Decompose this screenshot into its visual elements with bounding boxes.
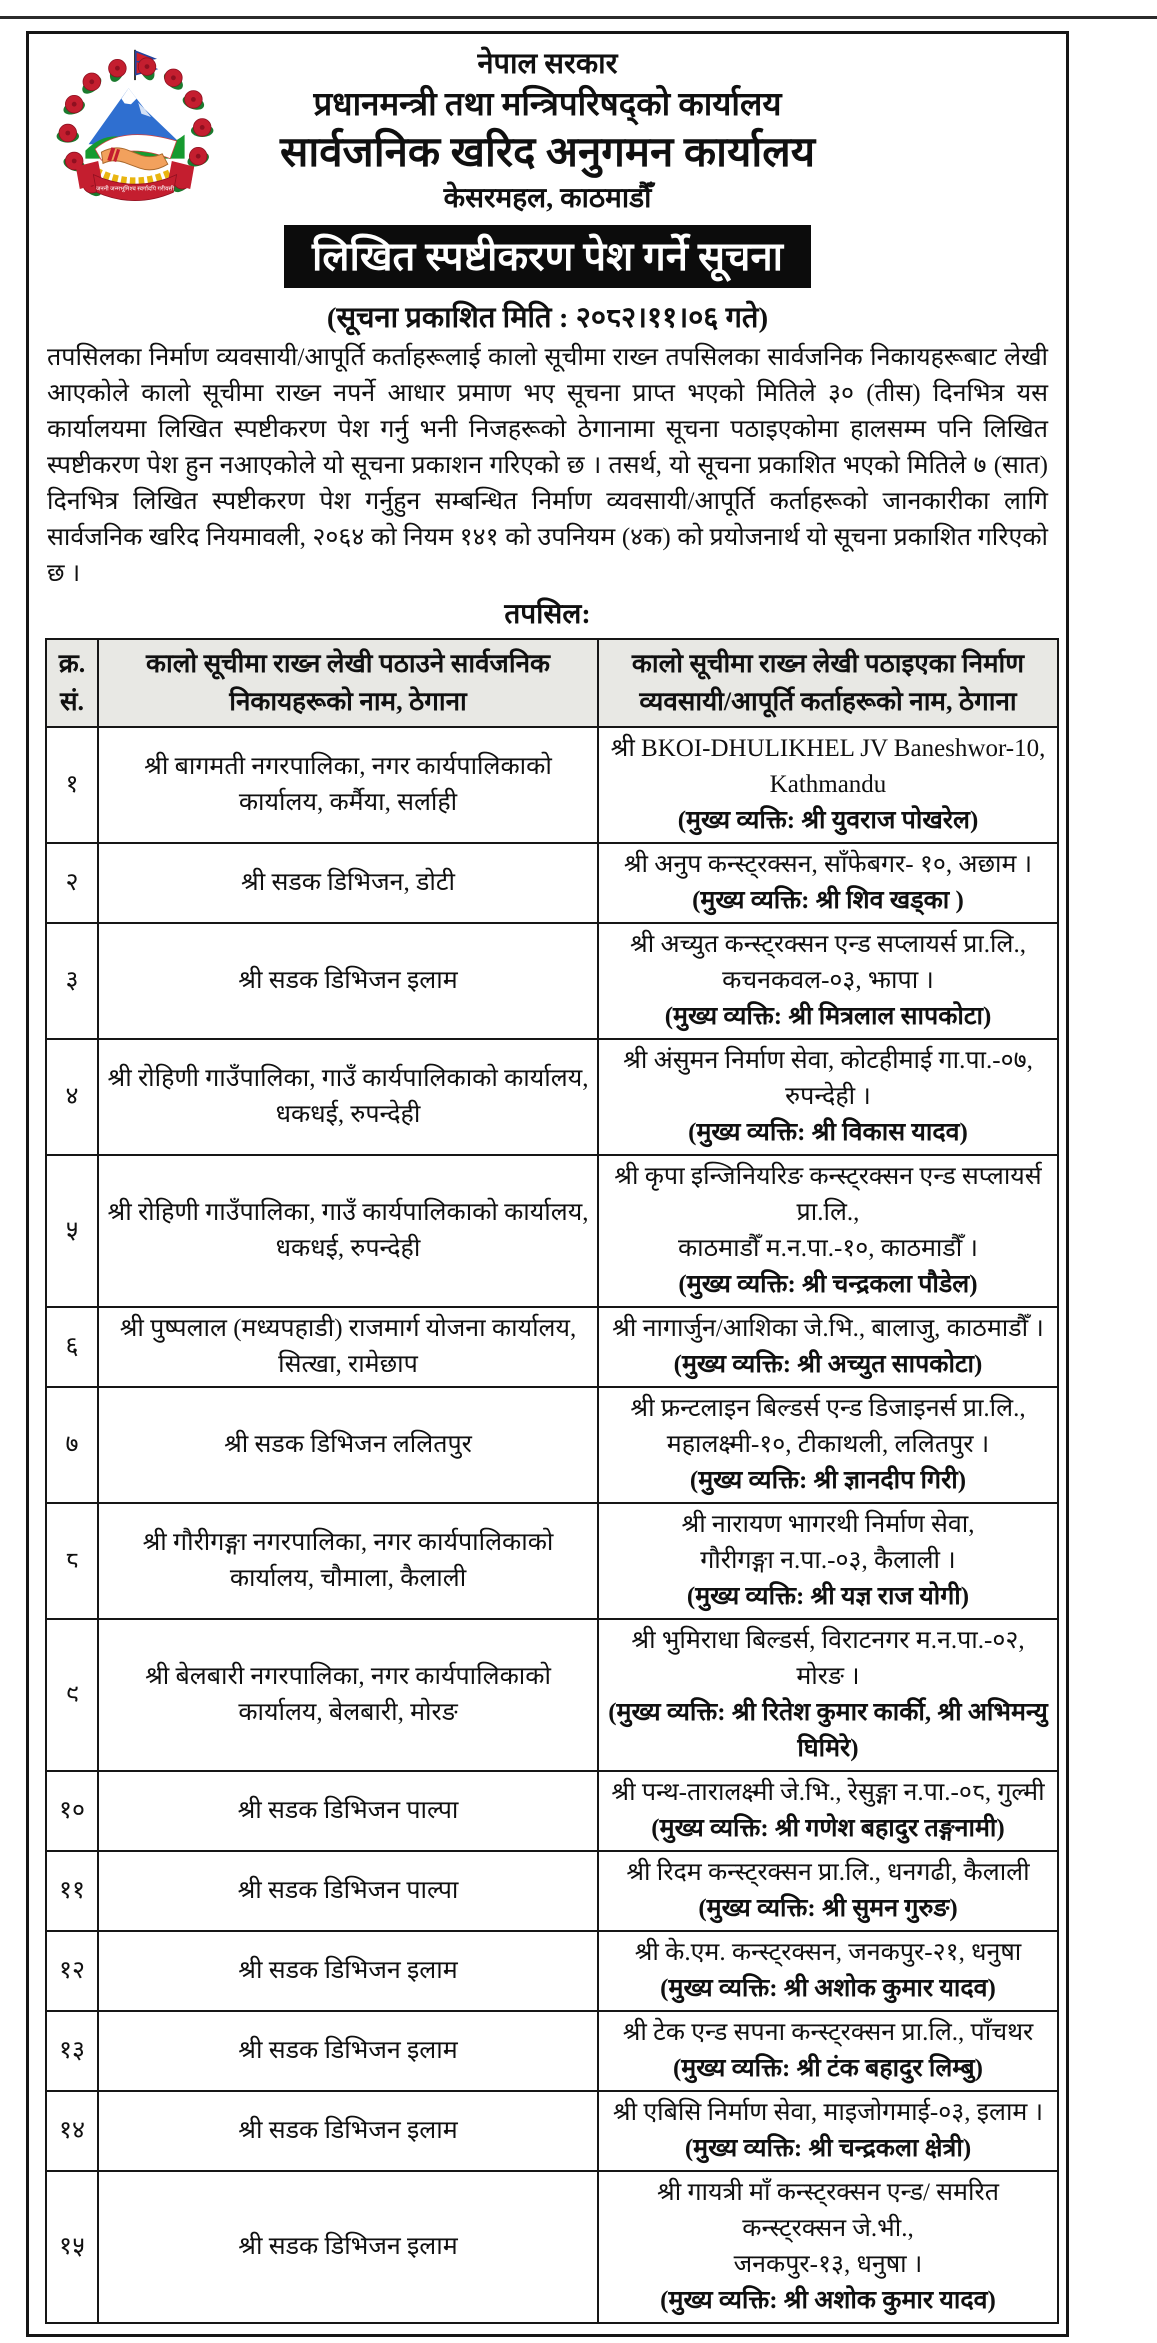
row-entity-cell: श्री रोहिणी गाउँपालिका, गाउँ कार्यपालिकाको कार्यालय, धकधई, रुपन्देही	[98, 1039, 598, 1155]
key-person-line: (मुख्य व्यक्ति: श्री मित्रलाल सापकोटा)	[664, 1002, 992, 1030]
notice-paragraph: तपसिलका निर्माण व्यवसायी/आपूर्ति कर्ताहरूलाई कालो सूचीमा राख्न तपसिलका सार्वजनिक निकायहरूबाट लेखी आएकोले कालो सूचीमा राख्न नपर्ने आधार प्रमाण भए सूचना प्राप्त भएको मितिले ३० (तीस) दिनभित्र यस कार्यालयमा लिखित स्पष्टीकरण पेश गर्नु भनी निजहरूको ठेगानामा सूचना पठाइएकोमा हालसम्म पनि लिखित स्पष्टीकरण पेश हुन नआएकोले यो सूचना प्रकाशन गरिएको छ । तसर्थ, यो सूचना प्रकाशित भएको मितिले ७ (सात) दिनभित्र लिखित स्पष्टीकरण पेश गर्नुहुन सम्बन्धित निर्माण व्यवसायी/आपूर्ति कर्ताहरूको जानकारीका लागि सार्वजनिक खरिद नियमावली, २०६४ को नियम १४१ को उपनियम (४क) को प्रयोजनार्थ यो सूचना प्रकाशित गरिएको छ ।	[47, 344, 1048, 588]
table-row	[46, 923, 1058, 1039]
table-body	[46, 727, 1058, 2323]
publish-date-line: (सूचना प्रकाशित मिति : २०८२।११।०६ गते)	[326, 302, 769, 335]
key-person-line: (मुख्य व्यक्ति: श्री सुमन गुरुङ)	[698, 1894, 958, 1922]
annex-label: तपसिल:	[504, 599, 591, 631]
page-top-rule	[0, 16, 1157, 19]
key-person-line: (मुख्य व्यक्ति: श्री यज्ञ राज योगी)	[686, 1582, 970, 1610]
key-person-line: (मुख्य व्यक्ति: श्री रितेश कुमार कार्की, श्री अभिमन्यु घिमिरे)	[608, 1698, 1048, 1762]
supplier-address-line: श्री टेक एन्ड सपना कन्स्ट्रक्सन प्रा.लि., पाँचथर	[622, 2018, 1034, 2046]
table-row	[46, 1503, 1058, 1619]
emblem-motto: जननी जन्मभूमिश्च स्वर्गादपि गरीयसी	[95, 186, 175, 193]
supplier-address-line: श्री रिदम कन्स्ट्रक्सन प्रा.लि., धनगढी, कैलाली	[626, 1858, 1030, 1886]
supplier-address-line: श्री भुमिराधा बिल्डर्स, विराटनगर म.न.पा.-०२, मोरङ ।	[631, 1626, 1025, 1690]
supplier-address-line: श्री के.एम. कन्स्ट्रक्सन, जनकपुर-२१, धनुषा	[634, 1938, 1022, 1966]
row-supplier-cell	[598, 1931, 1058, 2011]
supplier-address-line: श्री अंसुमन निर्माण सेवा, कोटहीमाई गा.पा.-०७, रुपन्देही ।	[623, 1046, 1033, 1110]
row-supplier-cell	[598, 727, 1058, 843]
notice-banner-title: लिखित स्पष्टीकरण पेश गर्ने सूचना	[284, 225, 811, 288]
key-person-line: (मुख्य व्यक्ति: श्री शिव खड्का )	[692, 886, 964, 914]
row-entity-cell: श्री सडक डिभिजन इलाम	[98, 1931, 598, 2011]
row-entity-cell: श्री गौरीगङ्गा नगरपालिका, नगर कार्यपालिकाको कार्यालय, चौमाला, कैलाली	[98, 1503, 598, 1619]
row-sn: ३	[46, 923, 98, 1039]
table-row	[46, 1851, 1058, 1931]
key-person-line: (मुख्य व्यक्ति: श्री अच्युत सापकोटा)	[673, 1350, 983, 1378]
row-entity-cell: श्री सडक डिभिजन इलाम	[98, 2011, 598, 2091]
row-supplier-cell	[598, 1771, 1058, 1851]
office-title: सार्वजनिक खरिद अनुगमन कार्यालय	[279, 130, 816, 176]
row-sn: ९	[46, 1619, 98, 1771]
row-supplier-cell	[598, 843, 1058, 923]
table-row	[46, 2091, 1058, 2171]
supplier-address-line: श्री गायत्री माँ कन्स्ट्रक्सन एन्ड/ समरित कन्स्ट्रक्सन जे.भी.,	[657, 2178, 999, 2242]
table-row	[46, 843, 1058, 923]
supplier-address-line: श्री पन्थ-तारालक्ष्मी जे.भि., रेसुङ्गा न.पा.-०८, गुल्मी	[611, 1778, 1045, 1806]
col-supplier-header: कालो सूचीमा राख्न लेखी पठाइएका निर्माण व्यवसायी/आपूर्ति कर्ताहरूको नाम, ठेगाना	[598, 639, 1058, 726]
key-person-line: (मुख्य व्यक्ति: श्री अशोक कुमार यादव)	[660, 1974, 996, 2002]
supplier-address-line: गौरीगङ्गा न.पा.-०३, कैलाली ।	[700, 1546, 956, 1574]
row-sn: १३	[46, 2011, 98, 2091]
row-supplier-cell	[598, 2091, 1058, 2171]
supplier-address-line: जनकपुर-१३, धनुषा ।	[733, 2250, 923, 2278]
office-address: केसरमहल, काठमाडौँ	[443, 183, 652, 214]
row-entity-cell: श्री रोहिणी गाउँपालिका, गाउँ कार्यपालिकाको कार्यालय, धकधई, रुपन्देही	[98, 1155, 598, 1307]
row-entity-cell: श्री सडक डिभिजन पाल्पा	[98, 1851, 598, 1931]
table-row	[46, 1931, 1058, 2011]
row-sn: ७	[46, 1387, 98, 1503]
col-entity-header: कालो सूचीमा राख्न लेखी पठाउने सार्वजनिक निकायहरूको नाम, ठेगाना	[98, 639, 598, 726]
table-row	[46, 1155, 1058, 1307]
col-sn-line2: सं.	[59, 686, 85, 716]
row-sn: ४	[46, 1039, 98, 1155]
supplier-address-line: श्री नागार्जुन/आशिका जे.भि., बालाजु, काठमाडौँ ।	[612, 1314, 1044, 1342]
row-entity-cell: श्री सडक डिभिजन इलाम	[98, 2091, 598, 2171]
row-supplier-cell	[598, 1039, 1058, 1155]
col-sn-header	[46, 639, 98, 726]
row-sn: १२	[46, 1931, 98, 2011]
row-sn: ६	[46, 1307, 98, 1387]
blacklist-table	[45, 638, 1059, 2323]
row-sn: २	[46, 843, 98, 923]
row-entity-cell: श्री सडक डिभिजन ललितपुर	[98, 1387, 598, 1503]
row-entity-cell: श्री सडक डिभिजन इलाम	[98, 2171, 598, 2323]
row-entity-cell: श्री पुष्पलाल (मध्यपहाडी) राजमार्ग योजना कार्यालय, सित्खा, रामेछाप	[98, 1307, 598, 1387]
row-supplier-cell	[598, 2171, 1058, 2323]
key-person-line: (मुख्य व्यक्ति: श्री टंक बहादुर लिम्बु)	[672, 2054, 984, 2082]
row-sn: ५	[46, 1155, 98, 1307]
key-person-line: (मुख्य व्यक्ति: श्री गणेश बहादुर तङ्गनामी)	[651, 1814, 1005, 1842]
table-row	[46, 727, 1058, 843]
key-person-line: (मुख्य व्यक्ति: श्री ज्ञानदीप गिरी)	[689, 1466, 967, 1494]
table-row	[46, 2011, 1058, 2091]
table-header-row	[46, 639, 1058, 726]
supplier-address-line: श्री एबिसि निर्माण सेवा, माइजोगमाई-०३, इलाम ।	[612, 2098, 1044, 2126]
supplier-address-line: महालक्ष्मी-१०, टीकाथली, ललितपुर ।	[666, 1430, 990, 1458]
row-sn: १४	[46, 2091, 98, 2171]
row-sn: ११	[46, 1851, 98, 1931]
row-entity-cell: श्री बागमती नगरपालिका, नगर कार्यपालिकाको कार्यालय, कर्मैया, सर्लाही	[98, 727, 598, 843]
supplier-address-line: श्री अनुप कन्स्ट्रक्सन, साँफेबगर- १०, अछाम ।	[623, 850, 1033, 878]
row-sn: १	[46, 727, 98, 843]
table-row	[46, 1619, 1058, 1771]
key-person-line: (मुख्य व्यक्ति: श्री चन्द्रकला पौडेल)	[678, 1270, 978, 1298]
table-row	[46, 1039, 1058, 1155]
notice-banner-wrap	[45, 225, 1050, 288]
supplier-address-line: श्री कृपा इन्जिनियरिङ कन्स्ट्रक्सन एन्ड सप्लायर्स प्रा.लि.,	[614, 1162, 1042, 1226]
key-person-line: (मुख्य व्यक्ति: श्री अशोक कुमार यादव)	[660, 2286, 996, 2314]
row-sn: १५	[46, 2171, 98, 2323]
table-row	[46, 1771, 1058, 1851]
col-sn-line1: क्र.	[58, 649, 86, 679]
supplier-address-line: श्री BKOI-DHULIKHEL JV Baneshwor-10, Kathmandu	[610, 734, 1046, 798]
supplier-address-line: श्री अच्युत कन्स्ट्रक्सन एन्ड सप्लायर्स प्रा.लि., कचनकवल-०३, झापा ।	[630, 930, 1026, 994]
row-supplier-cell	[598, 1619, 1058, 1771]
nepal-emblem	[55, 46, 215, 212]
row-entity-cell: श्री सडक डिभिजन इलाम	[98, 923, 598, 1039]
supplier-address-line: काठमाडौँ म.न.पा.-१०, काठमाडौँ ।	[677, 1234, 978, 1262]
row-supplier-cell	[598, 1307, 1058, 1387]
row-sn: ८	[46, 1503, 98, 1619]
row-entity-cell: श्री सडक डिभिजन पाल्पा	[98, 1771, 598, 1851]
table-row	[46, 2171, 1058, 2323]
table-row	[46, 1307, 1058, 1387]
parent-office-line: प्रधानमन्त्री तथा मन्त्रिपरिषद्‍को कार्यालय	[313, 87, 782, 123]
row-supplier-cell	[598, 1851, 1058, 1931]
government-line: नेपाल सरकार	[477, 48, 618, 80]
row-sn: १०	[46, 1771, 98, 1851]
row-supplier-cell	[598, 1155, 1058, 1307]
key-person-line: (मुख्य व्यक्ति: श्री विकास यादव)	[688, 1118, 968, 1146]
supplier-address-line: श्री नारायण भागरथी निर्माण सेवा,	[681, 1510, 975, 1538]
row-entity-cell: श्री सडक डिभिजन, डोटी	[98, 843, 598, 923]
key-person-line: (मुख्य व्यक्ति: श्री युवराज पोखरेल)	[677, 806, 979, 834]
table-row	[46, 1387, 1058, 1503]
row-supplier-cell	[598, 2011, 1058, 2091]
key-person-line: (मुख्य व्यक्ति: श्री चन्द्रकला क्षेत्री)	[684, 2134, 972, 2162]
table-head	[46, 639, 1058, 726]
notice-document	[26, 31, 1069, 2337]
row-entity-cell: श्री बेलबारी नगरपालिका, नगर कार्यपालिकाको कार्यालय, बेलबारी, मोरङ	[98, 1619, 598, 1771]
row-supplier-cell	[598, 1387, 1058, 1503]
supplier-address-line: श्री फ्रन्टलाइन बिल्डर्स एन्ड डिजाइनर्स प्रा.लि.,	[630, 1394, 1026, 1422]
row-supplier-cell	[598, 923, 1058, 1039]
row-supplier-cell	[598, 1503, 1058, 1619]
